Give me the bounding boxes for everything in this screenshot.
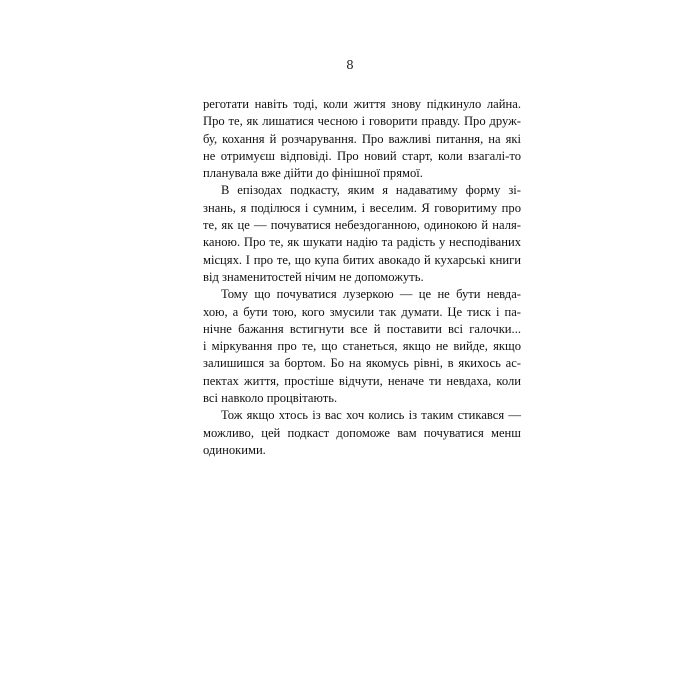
text-line: В епізодах подкасту, яким я надаватиму форму зі- xyxy=(221,183,521,198)
text-line: залишишся за бортом. Бо на якомусь рівні, в якихось ас- xyxy=(203,356,521,371)
text-line: хою, а бути тою, кого змусили так думати. Це тиск і па- xyxy=(203,304,521,319)
text-line: не отримуєш відповіді. Про новий старт, коли взагалі-то xyxy=(203,148,521,163)
page-number: 8 xyxy=(346,58,354,72)
text-line: Тому що почуватися лузеркою — це не бути невда- xyxy=(221,287,521,302)
text-line: можливо, цей подкаст допоможе вам почуватися менш xyxy=(203,425,521,440)
paragraph-2 xyxy=(203,182,521,286)
text-line: Тож якщо хтось із вас хоч колись із таким стикався — xyxy=(221,408,521,423)
text-line: і міркування про те, що станеться, якщо не вийде, якщо xyxy=(203,339,521,354)
text-line: всі навколо процвітають. xyxy=(203,391,338,406)
text-line: реготати навіть тоді, коли життя знову підкинуло лайна. xyxy=(203,97,521,111)
text-line: Про те, як лишатися чесною і говорити правду. Про друж- xyxy=(203,114,521,129)
text-line: те, як це — почуватися небездоганною, одинокою й наля- xyxy=(203,218,521,233)
paragraph-4 xyxy=(203,407,521,459)
text-line: знань, я поділюся і сумним, і веселим. Я говоритиму про xyxy=(203,200,521,215)
text-line: нічне бажання встигнути все й поставити всі галочки... xyxy=(203,321,521,336)
text-line: пектах життя, простіше відчути, неначе ти невдаха, коли xyxy=(203,373,521,388)
text-line: планувала вже дійти до фінішної прямої. xyxy=(203,166,423,181)
paragraph-3 xyxy=(203,286,521,407)
text-line: каною. Про те, як шукати надію та радість у несподіваних xyxy=(203,235,521,250)
text-line: бу, кохання й розчарування. Про важливі питання, на які xyxy=(203,131,521,146)
text-line: одинокими. xyxy=(203,442,266,457)
body-text xyxy=(203,96,521,459)
paragraph-1 xyxy=(203,96,521,182)
text-line: місцях. І про те, що купа битих авокадо й кухарські книги xyxy=(203,252,521,267)
text-line: від знаменитостей нічим не допоможуть. xyxy=(203,269,424,284)
